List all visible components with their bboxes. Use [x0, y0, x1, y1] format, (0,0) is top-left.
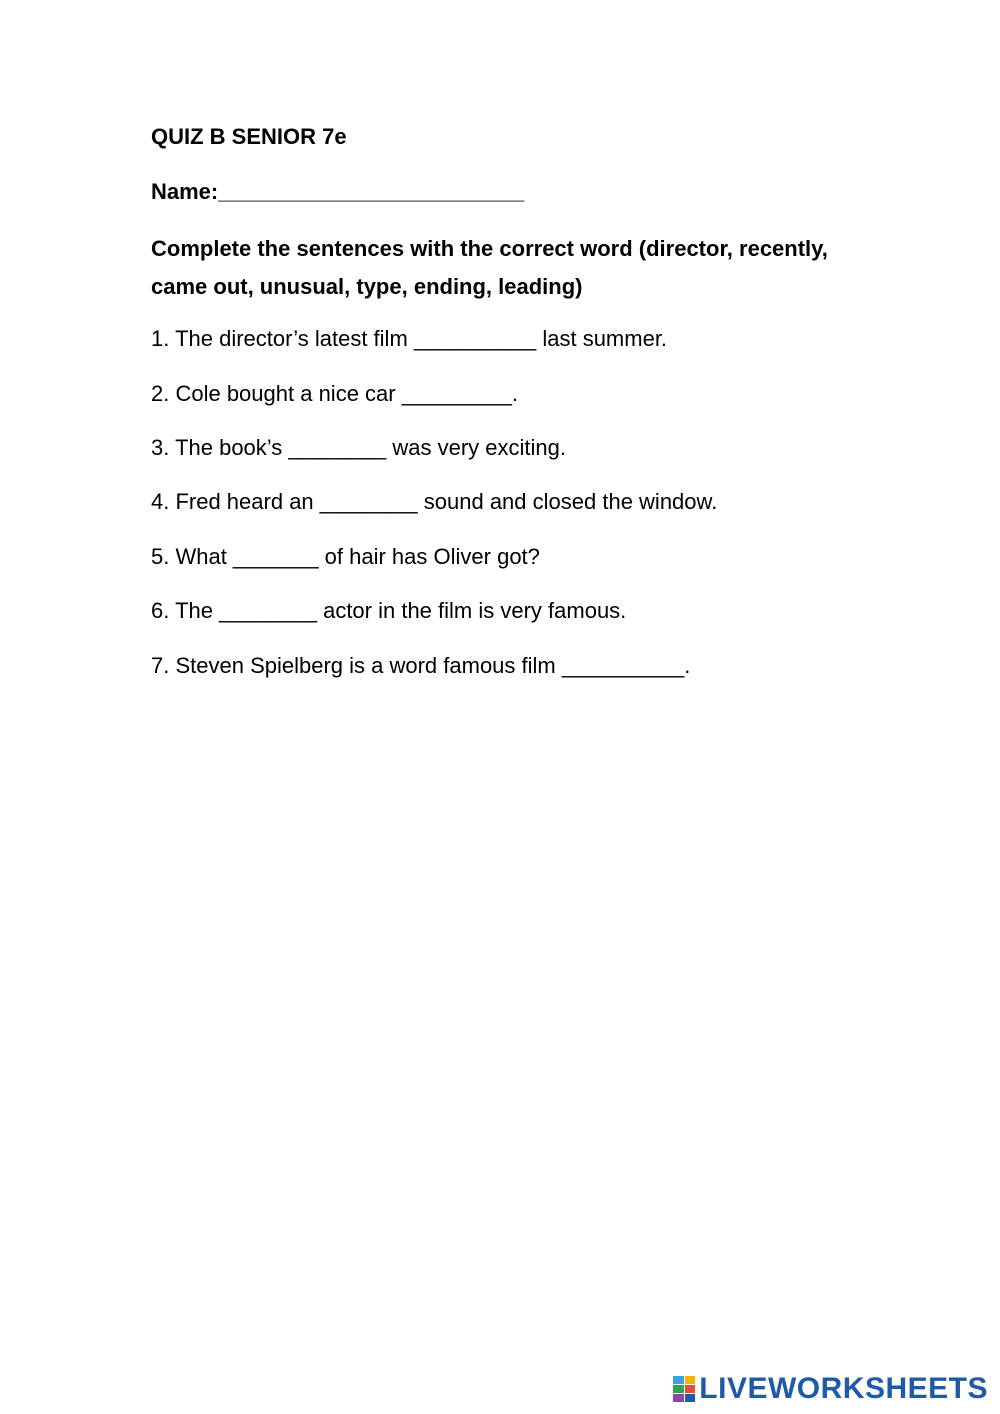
question-5: 5. What _______ of hair has Oliver got? — [151, 544, 540, 569]
question-7: 7. Steven Spielberg is a word famous film __________. — [151, 653, 691, 678]
liveworksheets-logo-icon — [673, 1376, 695, 1402]
instructions: Complete the sentences with the correct word (director, recently, came out, unusual, type, ending, leading) — [151, 236, 828, 299]
question-2: 2. Cole bought a nice car _________. — [151, 381, 518, 406]
liveworksheets-logo — [673, 1372, 988, 1406]
worksheet-title: QUIZ B SENIOR 7e — [151, 124, 347, 149]
question-6: 6. The ________ actor in the film is very famous. — [151, 598, 627, 623]
question-4: 4. Fred heard an ________ sound and closed the window. — [151, 489, 718, 514]
question-3: 3. The book’s ________ was very exciting. — [151, 435, 567, 460]
liveworksheets-logo-text: LIVEWORKSHEETS — [699, 1372, 988, 1405]
name-field-label: Name:_________________________ — [151, 179, 525, 204]
question-1: 1. The director’s latest film __________ last summer. — [151, 326, 668, 351]
